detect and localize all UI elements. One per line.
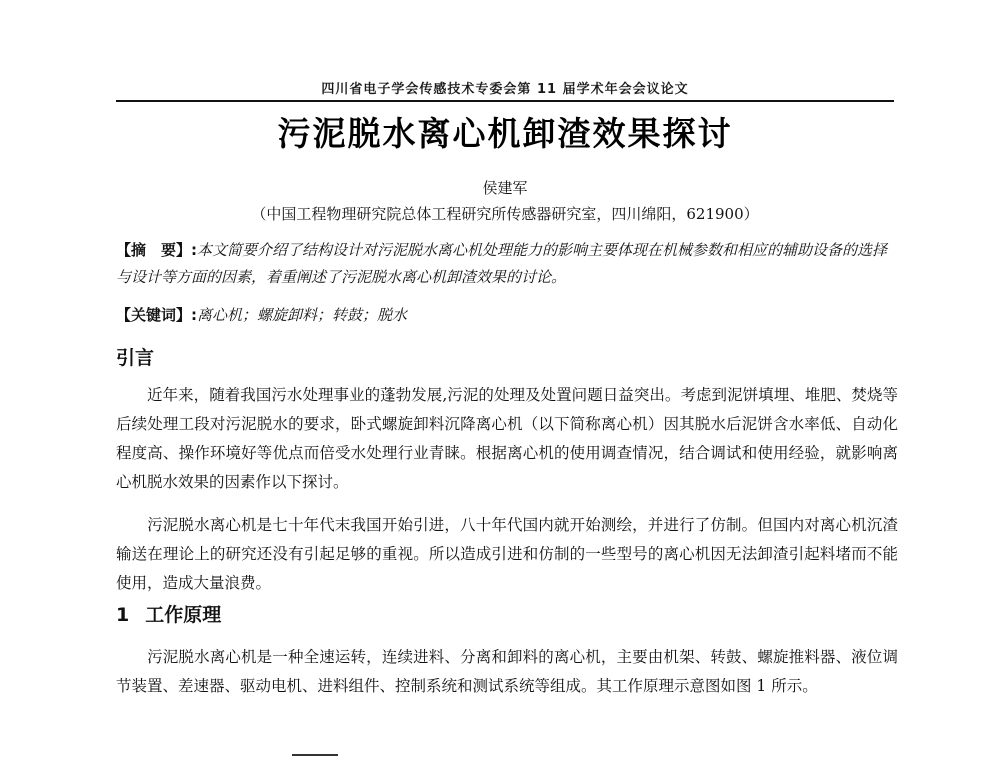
keywords-text: 离心机；螺旋卸料；转鼓；脱水 [197,306,408,324]
section-1-title: 工作原理 [145,604,222,626]
author-name: 侯建军 [482,179,528,197]
intro-paragraph-2-text: 污泥脱水离心机是七十年代末我国开始引进，八十年代国内就开始测绘，并进行了仿制。但国内对离心机沉渣输送在理论上的研究还没有引起足够的重视。所以造成引进和仿制的一些型号的离心机因无法卸渣引起料堵而不能使用，造成大量浪费。 [116,516,898,592]
intro-paragraph-2 [116,511,898,598]
intro-paragraph-1 [116,381,898,497]
section-1-number: 1 [116,604,130,626]
keywords [116,302,896,329]
section-1-paragraph [116,643,898,701]
paper-title: 污泥脱水离心机卸渣效果探讨 [277,114,733,153]
section-1-heading [116,600,221,627]
page-bottom-rule [292,754,338,756]
abstract-text: 本文简要介绍了结构设计对污泥脱水离心机处理能力的影响主要体现在机械参数和相应的辅助设备的选择与设计等方面的因素，着重阐述了污泥脱水离心机卸渣效果的讨论。 [116,241,888,286]
header-rule [116,100,894,102]
intro-paragraph-1-text: 近年来，随着我国污水处理事业的蓬勃发展,污泥的处理及处置问题日益突出。考虑到泥饼填埋、堆肥、焚烧等后续处理工段对污泥脱水的要求，卧式螺旋卸料沉降离心机（以下简称离心机）因其脱水后泥饼含水率低、自动化程度高、操作环境好等优点而倍受水处理行业青睐。根据离心机的使用调查情况，结合调试和使用经验，就影响离心机脱水效果的因素作以下探讨。 [116,386,898,491]
keywords-label: 【关键词】: [116,306,197,324]
author-affiliation: （中国工程物理研究院总体工程研究所传感器研究室，四川绵阳，621900） [251,205,759,223]
section-1-paragraph-text: 污泥脱水离心机是一种全速运转，连续进料、分离和卸料的离心机，主要由机架、转鼓、螺旋推料器、液位调节装置、差速器、驱动电机、进料组件、控制系统和测试系统等组成。其工作原理示意图如图 1 所示。 [116,648,898,695]
abstract [116,237,896,291]
conference-header: 四川省电子学会传感技术专委会第 11 届学术年会会议论文 [321,82,689,97]
intro-heading: 引言 [116,347,155,369]
abstract-label: 【摘 要】: [116,241,197,259]
